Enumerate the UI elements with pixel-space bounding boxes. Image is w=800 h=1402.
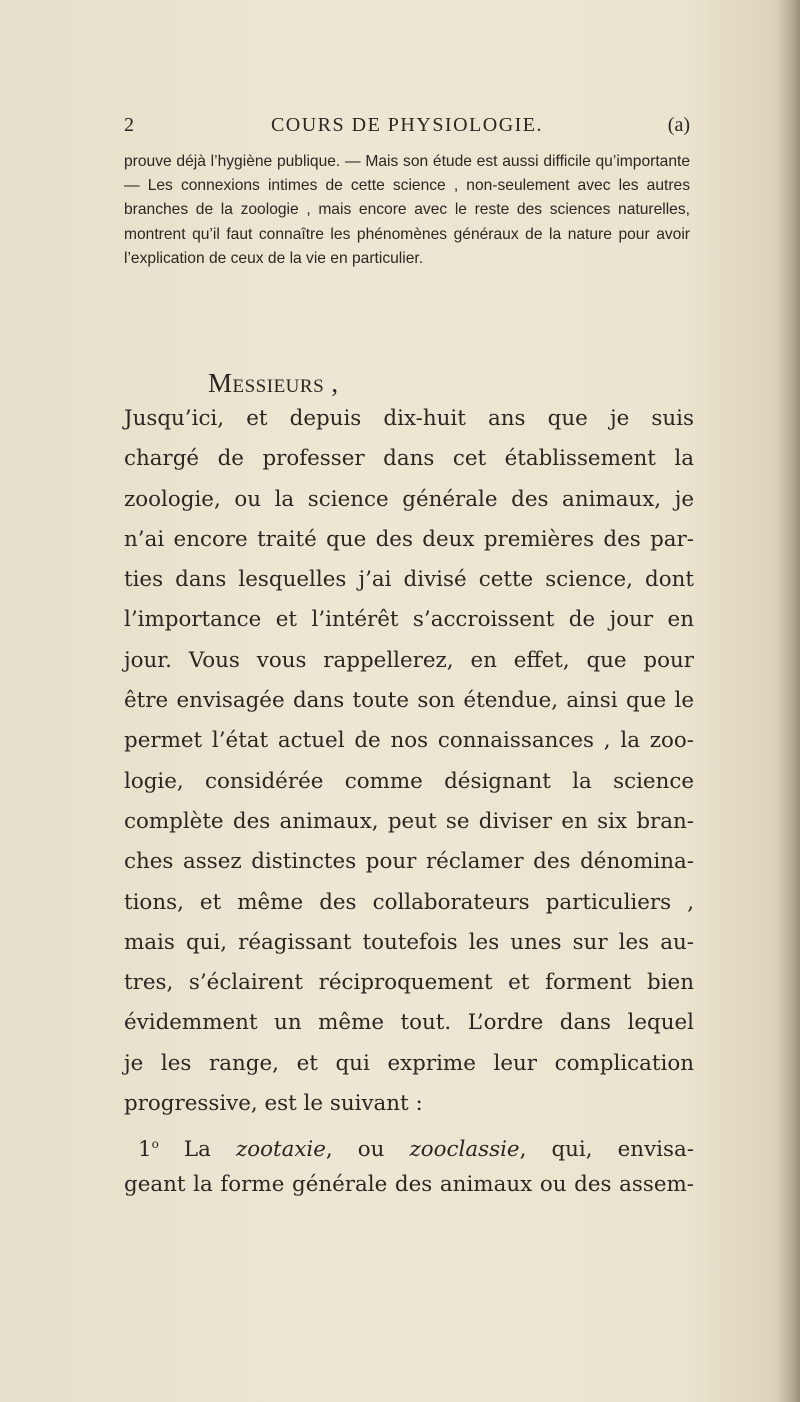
item-text-between: , ou — [325, 1137, 385, 1163]
body-line: Jusqu’ici, et depuis dix-huit ans que je suis — [124, 406, 694, 431]
body-line: l’importance et l’intérêt s’accroissent de jour en — [124, 607, 694, 633]
body-line: geant la forme générale des animaux ou des assem- — [124, 1171, 694, 1197]
body-line: permet l’état actuel de nos connaissances , la zoo- — [124, 728, 694, 754]
item-text-before: La — [183, 1137, 211, 1163]
salutation: Messieurs , — [208, 368, 339, 398]
page-number: 2 — [124, 114, 136, 136]
body-line: complète des animaux, peut se diviser en six bran- — [124, 808, 694, 834]
body-line: mais qui, réagissant toutefois les unes sur les au- — [124, 929, 694, 955]
page-edge-shadow — [778, 0, 800, 1402]
body-line: chargé de professer dans cet établissement la — [124, 446, 694, 472]
body-line: être envisagée dans toute son étendue, ainsi que le — [124, 688, 694, 714]
body-line: tions, et même des collaborateurs particuliers , — [124, 889, 694, 915]
chapter-summary: prouve déjà l’hygiène publique. — Mais son étude est aussi difficile qu’importante — Les connexions intimes de cette science , non-seulement avec les autres branches de la zoologie , mais encore avec le reste des sciences naturelles, montrent qu’il faut connaître les phénomènes généraux de la nature pour avoir l’explication de ceux de la vie en particulier. — [124, 153, 690, 267]
item-text-after: , qui, envisa- — [519, 1137, 694, 1163]
body-line: ties dans lesquelles j’ai divisé cette science, dont — [124, 567, 694, 593]
body-line: tres, s’éclairent réciproquement et forment bien — [124, 970, 694, 996]
running-title: COURS DE PHYSIOLOGIE. — [270, 114, 544, 136]
signature-mark: (a) — [667, 114, 690, 136]
term-zooclassie: zooclassie — [409, 1137, 520, 1163]
running-head — [124, 114, 690, 144]
body-line: jour. Vous vous rappellerez, en effet, que pour — [124, 647, 694, 673]
item-number: 1 — [138, 1137, 152, 1163]
body-line: ches assez distinctes pour réclamer des dénomina- — [124, 849, 694, 875]
body-line: zoologie, ou la science générale des animaux, je — [124, 486, 694, 512]
body-line: n’ai encore traité que des deux premières des par- — [124, 526, 694, 552]
body-line: évidemment un même tout. L’ordre dans lequel — [124, 1010, 694, 1036]
enumerated-item-line — [124, 1124, 694, 1164]
body-text — [124, 399, 694, 1205]
body-line: logie, considérée comme désignant la science — [124, 768, 694, 794]
term-zootaxie: zootaxie — [235, 1137, 326, 1163]
body-line: progressive, est le suivant : — [124, 1091, 423, 1117]
body-line: je les range, et qui exprime leur complication — [124, 1050, 694, 1076]
ordinal-mark: o — [151, 1137, 159, 1152]
